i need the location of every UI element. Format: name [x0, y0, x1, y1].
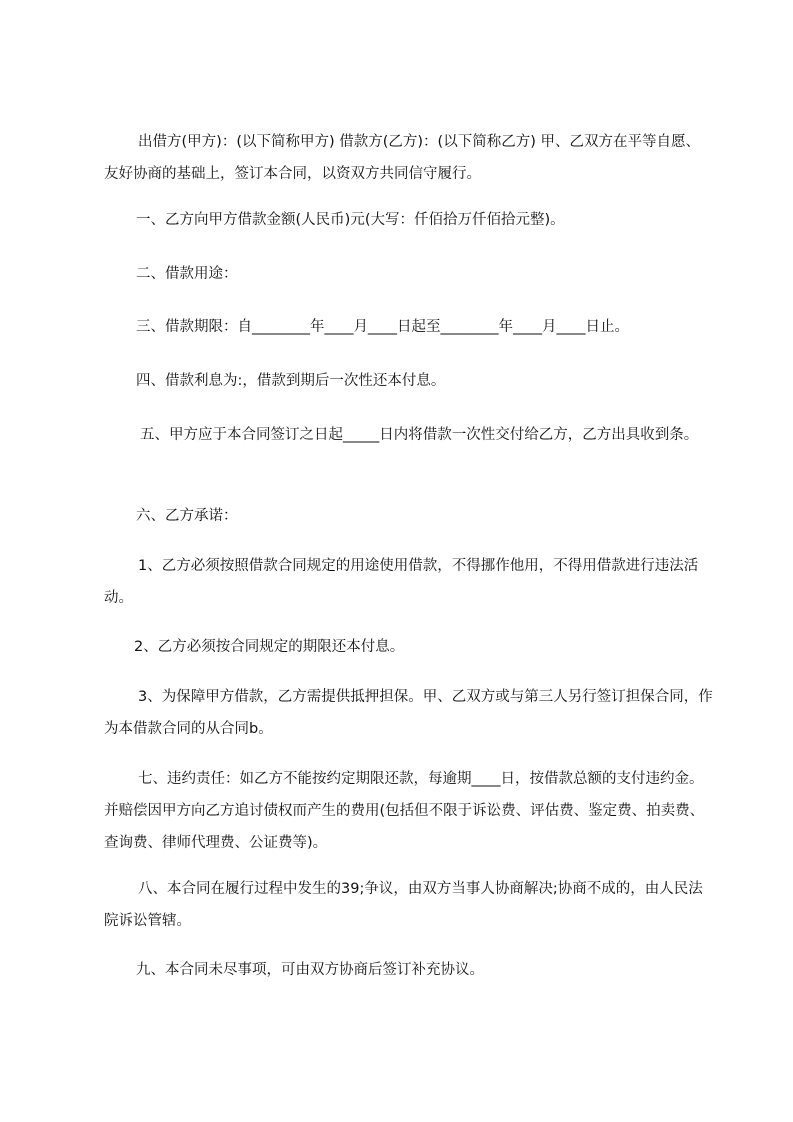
clause-6: 六、乙方承诺：	[136, 508, 238, 524]
clause-6-item-3: 3、为保障甲方借款，乙方需提供抵押担保。甲、乙双方或与第三人另行签订担保合同，作为本借款合同的从合同b。	[104, 689, 713, 737]
clause-7: 七、违约责任：如乙方不能按约定期限还款，每逾期____日，按借款总额的支付违约金。并赔偿因甲方向乙方追讨债权而产生的费用(包括但不限于诉讼费、评估费、鉴定费、拍卖费、查询费、律师代理费、公证费等)。	[104, 771, 705, 851]
clause-1: 一、乙方向甲方借款金额(人民币)元(大写：仟佰拾万仟佰拾元整)。	[136, 212, 565, 228]
clause-4: 四、借款利息为:，借款到期后一次性还本付息。	[136, 373, 446, 389]
clause-6-item-2: 2、乙方必须按合同规定的期限还本付息。	[134, 639, 405, 655]
clause-8: 八、本合同在履行过程中发生的39;争议，由双方当事人协商解决;协商不成的，由人民法院诉讼管辖。	[104, 881, 703, 929]
clause-6-item-1: 1、乙方必须按照借款合同规定的用途使用借款，不得挪作他用，不得用借款进行违法活动。	[104, 558, 699, 606]
clause-5: 五、甲方应于本合同签订之日起_____日内将借款一次性交付给乙方，乙方出具收到条。	[140, 427, 699, 443]
clause-2: 二、借款用途：	[136, 266, 238, 282]
clause-3: 三、借款期限：自________年____月____日起至________年____月____日止。	[136, 319, 629, 335]
clause-9: 九、本合同未尽事项，可由双方协商后签订补充协议。	[136, 962, 484, 978]
intro-paragraph: 出借方(甲方)：(以下简称甲方) 借款方(乙方)：(以下简称乙方) 甲、乙双方在平等自愿、友好协商的基础上，签订本合同，以资双方共同信守履行。	[104, 134, 700, 182]
